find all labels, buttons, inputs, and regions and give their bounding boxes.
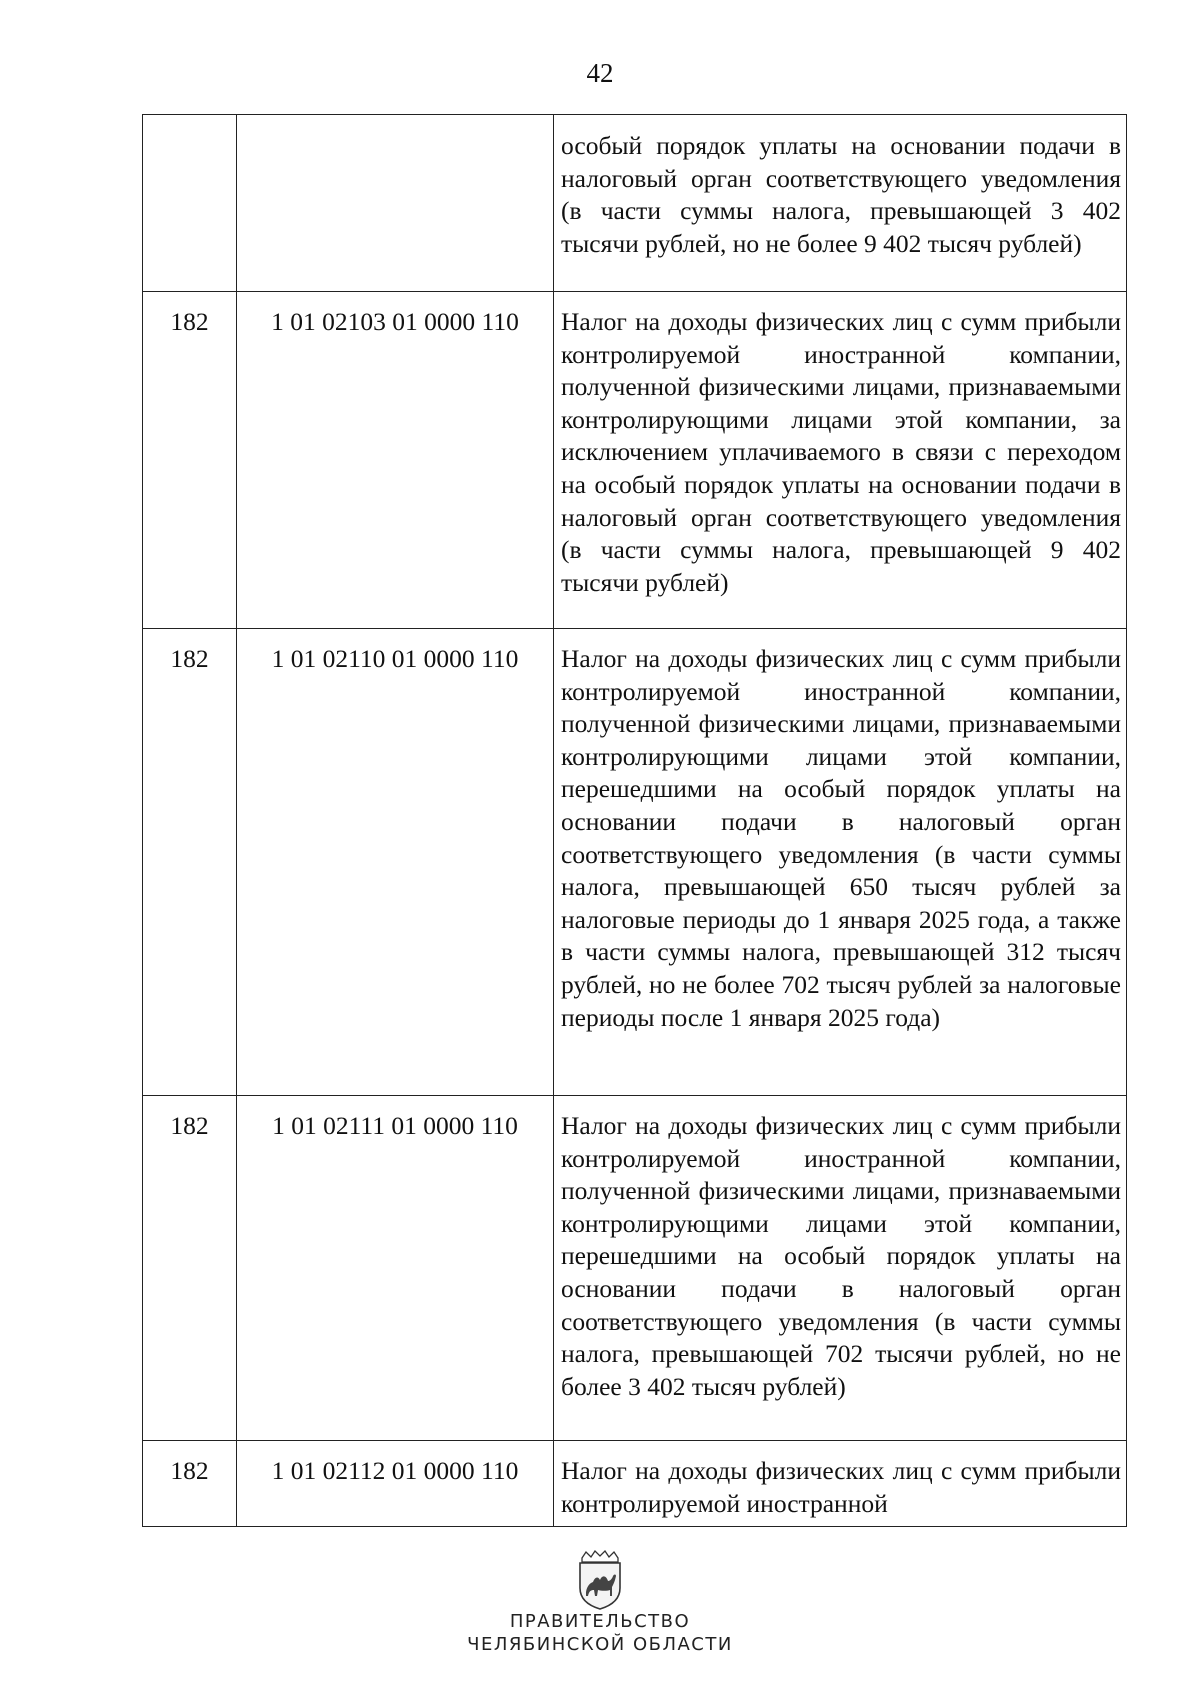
classification-code-cell: 1 01 02111 01 0000 110 xyxy=(237,1096,554,1441)
table-row xyxy=(143,292,1127,629)
page-number: 42 xyxy=(586,58,614,88)
table-row xyxy=(143,1441,1127,1527)
description-cell: Налог на доходы физических лиц с сумм прибыли контролируемой иностранной компании, полученной физическими лицами, признаваемыми контролирующими лицами этой компании, перешедшими на особый порядок уплаты на основании подачи в налоговый орган соответствующего уведомления (в части суммы налога, превышающей 702 тысячи рублей, но не более 3 402 тысяч рублей) xyxy=(554,1096,1127,1441)
admin-code-cell xyxy=(143,115,237,292)
admin-code-cell: 182 xyxy=(143,1441,237,1527)
classification-code-cell: 1 01 02112 01 0000 110 xyxy=(237,1441,554,1527)
classification-code-cell xyxy=(237,115,554,292)
chelyabinsk-coat-of-arms-icon xyxy=(574,1550,626,1610)
classification-code-cell: 1 01 02110 01 0000 110 xyxy=(237,629,554,1096)
description-cell: особый порядок уплаты на основании подачи в налоговый орган соответствующего уведомления (в части суммы налога, превышающей 3 402 тысячи рублей, но не более 9 402 тысяч рублей) xyxy=(554,115,1127,292)
footer-org-block xyxy=(0,1550,1200,1656)
org-name-line-1: ПРАВИТЕЛЬСТВО xyxy=(509,1611,691,1632)
table-row xyxy=(143,629,1127,1096)
admin-code-cell: 182 xyxy=(143,292,237,629)
org-name-line-2: ЧЕЛЯБИНСКОЙ ОБЛАСТИ xyxy=(467,1634,733,1655)
admin-code-cell: 182 xyxy=(143,1096,237,1441)
description-cell: Налог на доходы физических лиц с сумм прибыли контролируемой иностранной компании, полученной физическими лицами, признаваемыми контролирующими лицами этой компании, за исключением уплачиваемого в связи с переходом на особый порядок уплаты на основании подачи в налоговый орган соответствующего уведомления (в части суммы налога, превышающей 9 402 тысячи рублей) xyxy=(554,292,1127,629)
description-cell: Налог на доходы физических лиц с сумм прибыли контролируемой иностранной компании, полученной физическими лицами, признаваемыми контролирующими лицами этой компании, перешедшими на особый порядок уплаты на основании подачи в налоговый орган соответствующего уведомления (в части суммы налога, превышающей 650 тысяч рублей за налоговые периоды до 1 января 2025 года, а также в части суммы налога, превышающей 312 тысяч рублей, но не более 702 тысяч рублей за налоговые периоды после 1 января 2025 года) xyxy=(554,629,1127,1096)
classification-code-cell: 1 01 02103 01 0000 110 xyxy=(237,292,554,629)
table-row xyxy=(143,115,1127,292)
budget-classification-table xyxy=(142,114,1127,1527)
admin-code-cell: 182 xyxy=(143,629,237,1096)
table-row xyxy=(143,1096,1127,1441)
description-cell: Налог на доходы физических лиц с сумм прибыли контролируемой иностранной xyxy=(554,1441,1127,1527)
